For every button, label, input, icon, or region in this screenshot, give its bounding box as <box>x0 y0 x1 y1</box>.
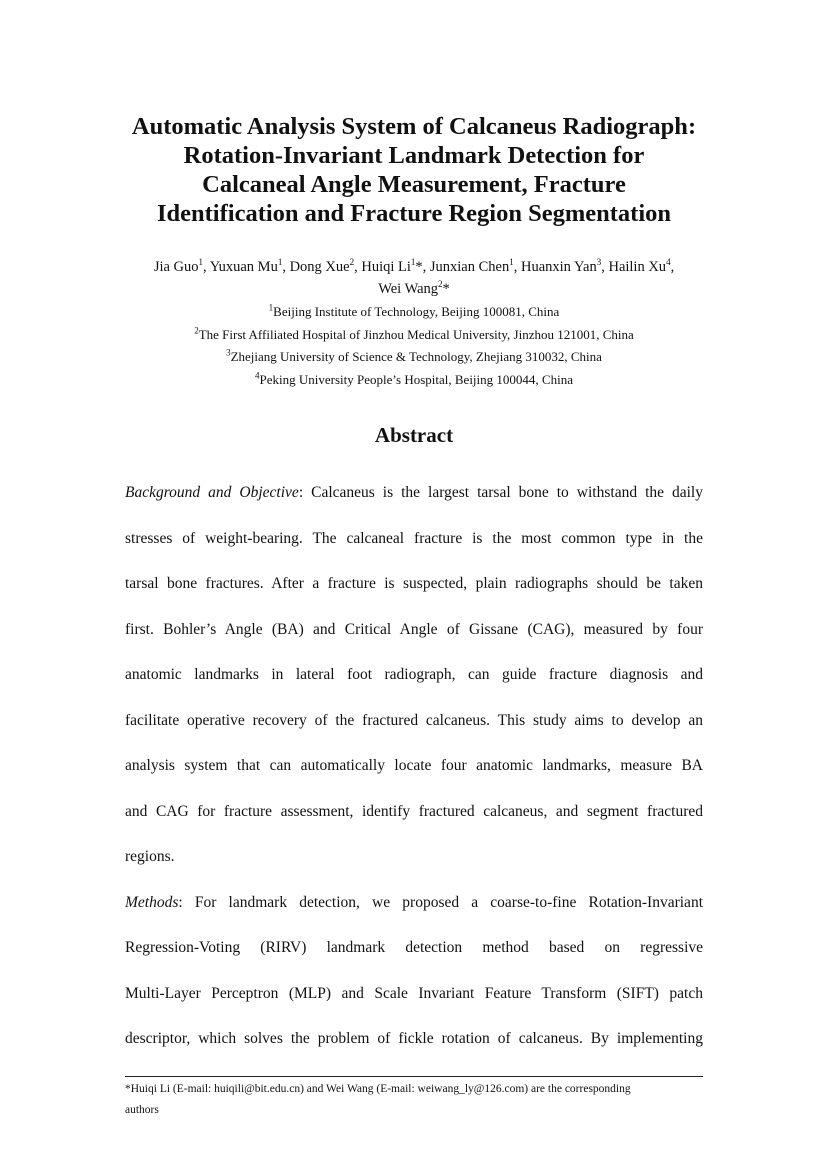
affiliation-number: 2 <box>194 325 199 336</box>
line-text: tarsal bone fractures. After a fracture is suspected, plain radiographs should be taken <box>125 575 703 592</box>
affiliation-list <box>60 301 768 391</box>
abstract-line <box>125 971 703 1017</box>
abstract-line <box>125 698 703 744</box>
affiliation-text: Zhejiang University of Science & Technology, Zhejiang 310032, China <box>230 349 602 364</box>
abstract-line <box>125 516 703 562</box>
author-affiliation-number: 1 <box>198 257 204 268</box>
author-affiliation-number: 1 <box>410 257 416 268</box>
line-text: Regression-Voting (RIRV) landmark detection method based on regressive <box>125 939 703 956</box>
affiliation <box>60 324 768 347</box>
line-text: descriptor, which solves the problem of fickle rotation of calcaneus. By implementing <box>125 1030 703 1047</box>
author-separator: , <box>282 259 290 275</box>
footnote-line: authors <box>125 1104 159 1116</box>
line-text: stresses of weight-bearing. The calcaneal fracture is the most common type in the <box>125 529 703 547</box>
abstract-line <box>125 925 703 971</box>
affiliation <box>60 346 768 369</box>
author <box>361 259 430 275</box>
abstract-line <box>125 834 703 880</box>
abstract-line <box>125 470 703 516</box>
author-name: Hailin Xu <box>608 259 667 275</box>
abstract-line <box>125 561 703 607</box>
paper-title <box>60 112 768 228</box>
line-text: regions. <box>125 848 175 865</box>
abstract-body <box>125 470 703 1062</box>
line-text: anatomic landmarks in lateral foot radiograph, can guide fracture diagnosis and <box>125 666 703 683</box>
line-text: : Calcaneus is the largest tarsal bone to withstand the daily <box>298 484 703 501</box>
affiliation <box>60 369 768 392</box>
line-text: analysis system that can automatically locate four anatomic landmarks, measure BA <box>125 757 703 774</box>
title-line: Calcaneal Angle Measurement, Fracture <box>202 171 626 198</box>
author-name: Dong Xue <box>289 259 350 275</box>
author-separator: , <box>203 259 210 275</box>
section-label: Methods <box>125 893 179 911</box>
line-text: and CAG for fracture assessment, identify fractured calcaneus, and segment fractured <box>125 802 703 820</box>
line-text: Multi-Layer Perceptron (MLP) and Scale Invariant Feature Transform (SIFT) patch <box>125 984 703 1002</box>
title-line: Automatic Analysis System of Calcaneus Radiograph: <box>131 113 697 140</box>
author <box>378 281 450 297</box>
author <box>210 259 290 275</box>
author <box>290 259 362 275</box>
author-name: Huanxin Yan <box>520 259 597 275</box>
abstract-line <box>125 789 703 835</box>
title-line: Rotation-Invariant Landmark Detection for <box>183 142 645 169</box>
corresponding-mark: * <box>415 259 423 275</box>
author-affiliation-number: 2 <box>438 279 443 290</box>
abstract-line <box>125 652 703 698</box>
author-name: Yuxuan Mu <box>209 259 278 275</box>
abstract-line <box>125 743 703 789</box>
abstract-line <box>125 607 703 653</box>
line-text: facilitate operative recovery of the fractured calcaneus. This study aims to develop an <box>125 711 703 729</box>
author-affiliation-number: 4 <box>666 257 671 268</box>
title-line: Identification and Fracture Region Segmentation <box>156 200 672 227</box>
author-name: Huiqi Li <box>361 259 411 275</box>
author <box>608 259 674 275</box>
footnote-divider <box>125 1076 703 1077</box>
author-line <box>60 278 768 300</box>
author-separator: , <box>601 259 609 275</box>
author-separator: , <box>513 259 521 275</box>
abstract-heading: Abstract <box>374 423 454 447</box>
author-name: Junxian Chen <box>429 259 510 275</box>
author-list <box>60 256 768 300</box>
author-affiliation-number: 1 <box>277 257 283 268</box>
author-line <box>60 256 768 278</box>
affiliation-text: Peking University People’s Hospital, Beijing 100044, China <box>259 371 573 387</box>
affiliation-number: 1 <box>268 302 274 313</box>
affiliation-text: The First Affiliated Hospital of Jinzhou Medical University, Jinzhou 121001, China <box>198 326 634 342</box>
footnote <box>125 1079 703 1121</box>
corresponding-mark: * <box>442 281 450 297</box>
line-text: first. Bohler’s Angle (BA) and Critical Angle of Gissane (CAG), measured by four <box>125 620 703 638</box>
author-affiliation-number: 3 <box>596 257 602 268</box>
section-label: Background and Objective <box>125 484 299 501</box>
abstract-line <box>125 1016 703 1062</box>
author-affiliation-number: 1 <box>509 257 514 268</box>
abstract-line <box>125 880 703 926</box>
author-name: Wei Wang <box>378 281 439 297</box>
affiliation-number: 4 <box>255 370 260 381</box>
author <box>521 259 608 275</box>
affiliation-number: 3 <box>226 347 231 358</box>
author-separator: , <box>422 259 430 275</box>
line-text: : For landmark detection, we proposed a coarse-to-fine Rotation-Invariant <box>178 893 703 911</box>
author-separator: , <box>354 259 362 275</box>
author-separator: , <box>670 259 675 275</box>
affiliation-text: Beijing Institute of Technology, Beijing 100081, China <box>273 304 560 319</box>
footnote-line: *Huiqi Li (E-mail: huiqili@bit.edu.cn) and Wei Wang (E-mail: weiwang_ly@126.com) are the corresponding <box>125 1083 631 1095</box>
author <box>154 259 210 275</box>
author-name: Jia Guo <box>153 259 199 275</box>
affiliation <box>60 301 768 324</box>
author <box>430 259 521 275</box>
author-affiliation-number: 2 <box>349 257 355 268</box>
